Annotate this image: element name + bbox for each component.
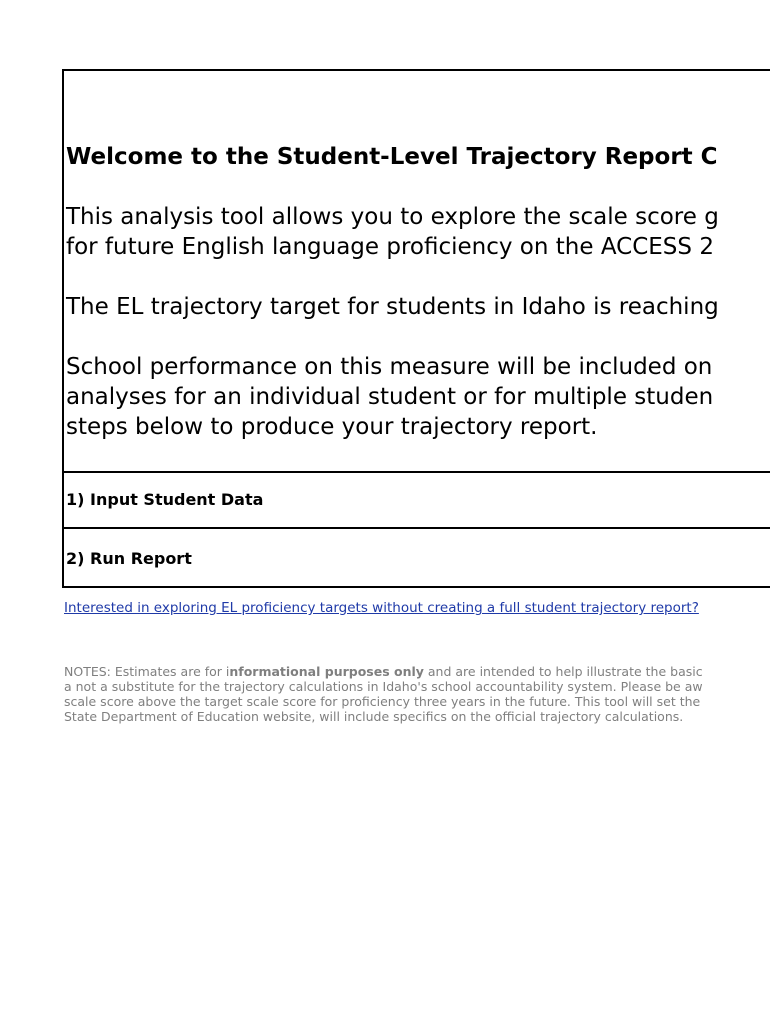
run-report-button[interactable]	[64, 529, 770, 587]
explore-targets-link[interactable]: Interested in exploring EL proficiency targets without creating a full student trajectory report?	[64, 600, 699, 616]
welcome-panel	[62, 69, 770, 588]
intro-paragraph-1-line-2: for future English language proficiency on the ACCESS 2	[66, 234, 714, 260]
notes-line-1-prefix: NOTES: Estimates are for i	[64, 664, 230, 679]
intro-paragraph-3-line-1: School performance on this measure will be included on	[66, 354, 713, 380]
intro-paragraph-2-line-1: The EL trajectory target for students in Idaho is reaching	[66, 294, 719, 320]
intro-paragraph-3	[66, 352, 713, 442]
notes-block	[64, 664, 703, 724]
intro-paragraph-3-line-2: analyses for an individual student or for multiple studen	[66, 384, 714, 410]
intro-paragraph-2	[66, 292, 719, 322]
intro-paragraph-1	[66, 202, 719, 262]
intro-section	[64, 71, 770, 473]
notes-line-3: scale score above the target scale score for proficiency three years in the future. This tool will set the	[64, 694, 701, 709]
input-student-data-button[interactable]	[64, 471, 770, 529]
notes-line-2: a not a substitute for the trajectory calculations in Idaho's school accountability system. Please be aw	[64, 679, 703, 694]
input-student-data-label: 1) Input Student Data	[66, 489, 264, 509]
intro-paragraph-1-line-1: This analysis tool allows you to explore the scale score g	[66, 204, 719, 230]
notes-line-1-bold: nformational purposes only	[229, 664, 424, 679]
notes-line-4: State Department of Education website, will include specifics on the official trajectory calculations.	[64, 709, 684, 724]
notes-line-1	[64, 664, 703, 679]
notes-line-1-suffix: and are intended to help illustrate the basic	[423, 664, 703, 679]
run-report-label: 2) Run Report	[66, 548, 192, 568]
page-title: Welcome to the Student-Level Trajectory Report C	[66, 144, 718, 170]
intro-paragraph-3-line-3: steps below to produce your trajectory report.	[66, 414, 598, 440]
